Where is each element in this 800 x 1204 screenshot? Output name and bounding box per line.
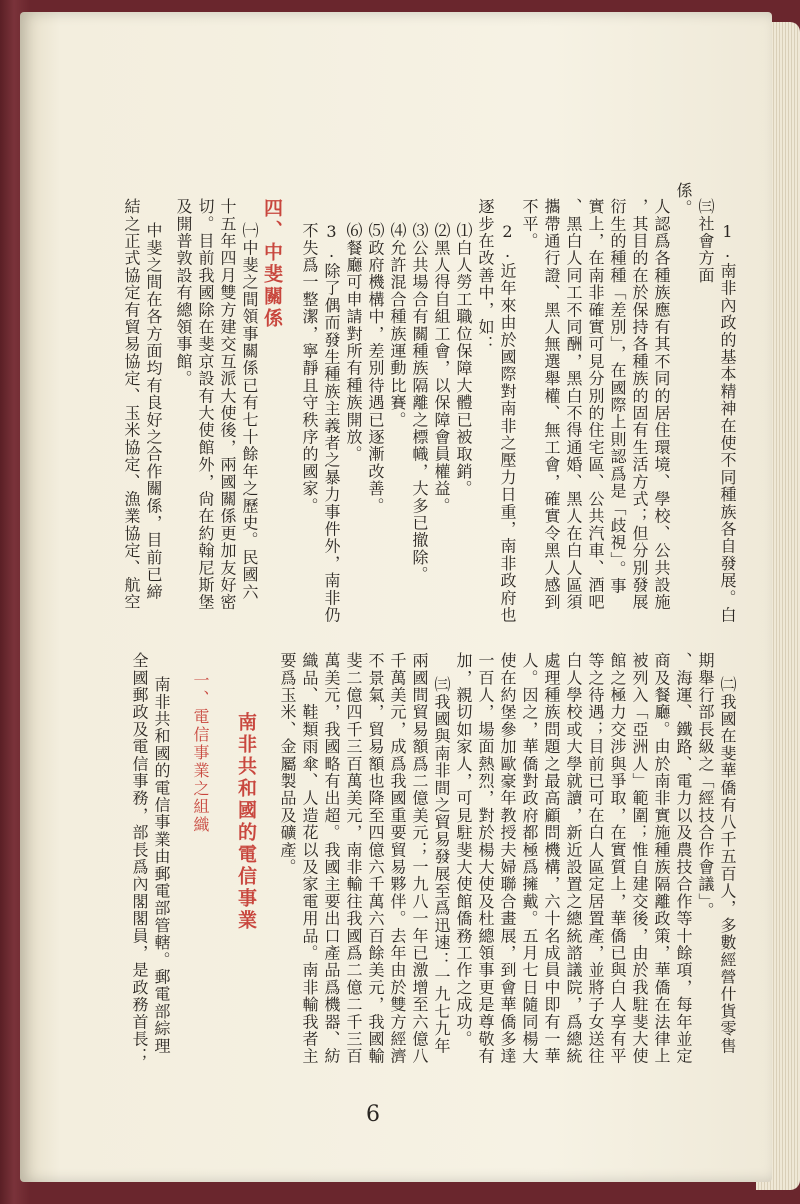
text-column: 人。因之，華僑對政府都極爲擁戴。五月七日隨同楊大 [520,652,539,1065]
page-number: 6 [366,1102,380,1127]
text-column: 等之待遇；目前已可在白人區定居置產，並將子女送往 [586,652,605,1065]
text-column: ⑷允許混合種族運動比賽。 [388,222,407,429]
text-column: 不平。 [520,198,539,250]
text-column: ，其目的在於保持各種族的固有生活方式；但分別發展 [630,198,649,611]
text-column: 不失爲一整潔，寧靜且守秩序的國家。 [300,222,319,515]
text-column: ㈠中斐之間領事關係已有七十餘年之歷史。民國六 [240,222,259,601]
text-column: 十五年四月雙方建交互派大使後，兩國關係更加友好密 [218,198,237,611]
text-column: ⑸政府機構中，差別待遇已逐漸改善。 [366,222,385,515]
text-column: 南非共和國的電信事業由郵電部管轄。郵電部綜理 [152,676,171,1055]
text-column: 使在約堡參加歐豪年教授夫婦聯合畫展，到會華僑多達 [498,652,517,1065]
text-column: 織品、鞋類雨傘、人造花以及家電用品。南非輸我者主 [300,652,319,1065]
text-column: 萬美元，我國略有出超。我國主要出口產品爲機器、紡 [322,652,341,1065]
text-column: 人認爲各種族應有其不同的居住環境、學校、公共設施 [652,198,671,611]
telecom-subheading: 一、電信事業之組織 [191,672,210,834]
text-column: 切。目前我國除在斐京設有大使館外，尙在約翰尼斯堡 [196,198,215,611]
text-column: 係。 [674,182,693,217]
text-column: 兩國間貿易額爲二億美元；一九八一年已激增至六億八 [410,652,429,1065]
text-column: 2.近年來由於國際對南非之壓力日重，南非政府也 [498,222,517,624]
text-column: 館之極力交涉與爭取，在實質上，華僑已與白人享有平 [608,652,627,1065]
section-heading: 四、中斐關係 [261,198,283,330]
book-page [20,12,772,1182]
text-column: 實上，在南非確實可見分別的住宅區、公共汽車、酒吧 [586,198,605,611]
text-column: ㈢我國與南非間之貿易發展至爲迅速：一九七九年 [432,676,451,1055]
text-column: 一百人，場面熱烈，對於楊大使及杜總領事更是尊敬有 [476,652,495,1065]
text-column: 衍生的種種「差別」，在國際上則認爲是「歧視」。事 [608,198,627,595]
text-column: 逐步在改善中，如： [476,198,495,353]
text-column: 斐二億四千三百萬美元，南非輸往我國爲二億二千三百 [344,652,363,1065]
text-column: 中斐之間在各方面均有良好之合作關係，目前已締 [144,222,163,601]
text-column: 商及餐廳。由於南非實施種族隔離政策，華僑在法律上 [652,652,671,1065]
text-column: 全國郵政及電信事務，部長爲內閣閣員，是政務首長； [130,652,149,1065]
text-column: 攜帶通行證、黑人無選舉權、無工會，確實令黑人感到 [542,198,561,611]
text-column: 被列入「亞洲人」範圍；惟自建交後，由於我駐斐大使 [630,652,649,1065]
text-column: 期舉行部長級之「經技合作會議」。 [696,652,715,920]
text-column: ㈢社會方面 [696,198,715,284]
text-column: 白人學校或大學就讀，新近設置之總統諮議院，爲總統 [564,652,583,1065]
text-column: 不景氣，貿易額也降至四億六千萬六百餘美元，我國輸 [366,652,385,1065]
text-column: 、黑白人同工不同酬，黑白不得通婚、黑人在白人區須 [564,198,583,611]
text-column: ⑹餐廳可申請對所有種族開放。 [344,222,363,463]
text-column: 要爲玉米、金屬製品及礦產。 [278,652,297,876]
text-column: 1.南非內政的基本精神在使不同種族各自發展。白 [718,222,737,624]
text-column: ⑶公共場合有關種族隔離之標幟，大多已撤除。 [410,222,429,584]
telecom-title: 南非共和國的電信事業 [235,712,257,932]
text-column: ⑴白人勞工職位保障大體已被取銷。 [454,222,473,498]
text-column: 3.除了偶而發生種族主義者之暴力事件外，南非仍 [322,222,341,624]
text-column: ⑵黑人得自組工會，以保障會員權益。 [432,222,451,515]
text-column: 及開普敦設有總領事館。 [174,198,193,388]
text-column: ㈡我國在斐華僑有八千五百人，多數經營什貨零售 [718,676,737,1055]
text-column: 加，親切如家人，可見駐斐大使館僑務工作之成功。 [454,652,473,1048]
text-column: 處理種族問題之最高顧問機構，六十名成員中即有一華 [542,652,561,1065]
text-column: 千萬美元，成爲我國重要貿易夥伴。去年由於雙方經濟 [388,652,407,1065]
text-column: 結之正式協定有貿易協定、玉米協定、漁業協定、航空 [122,198,141,611]
text-column: 、海運、鐵路、電力以及農技合作等十餘項，每年並定 [674,652,693,1065]
